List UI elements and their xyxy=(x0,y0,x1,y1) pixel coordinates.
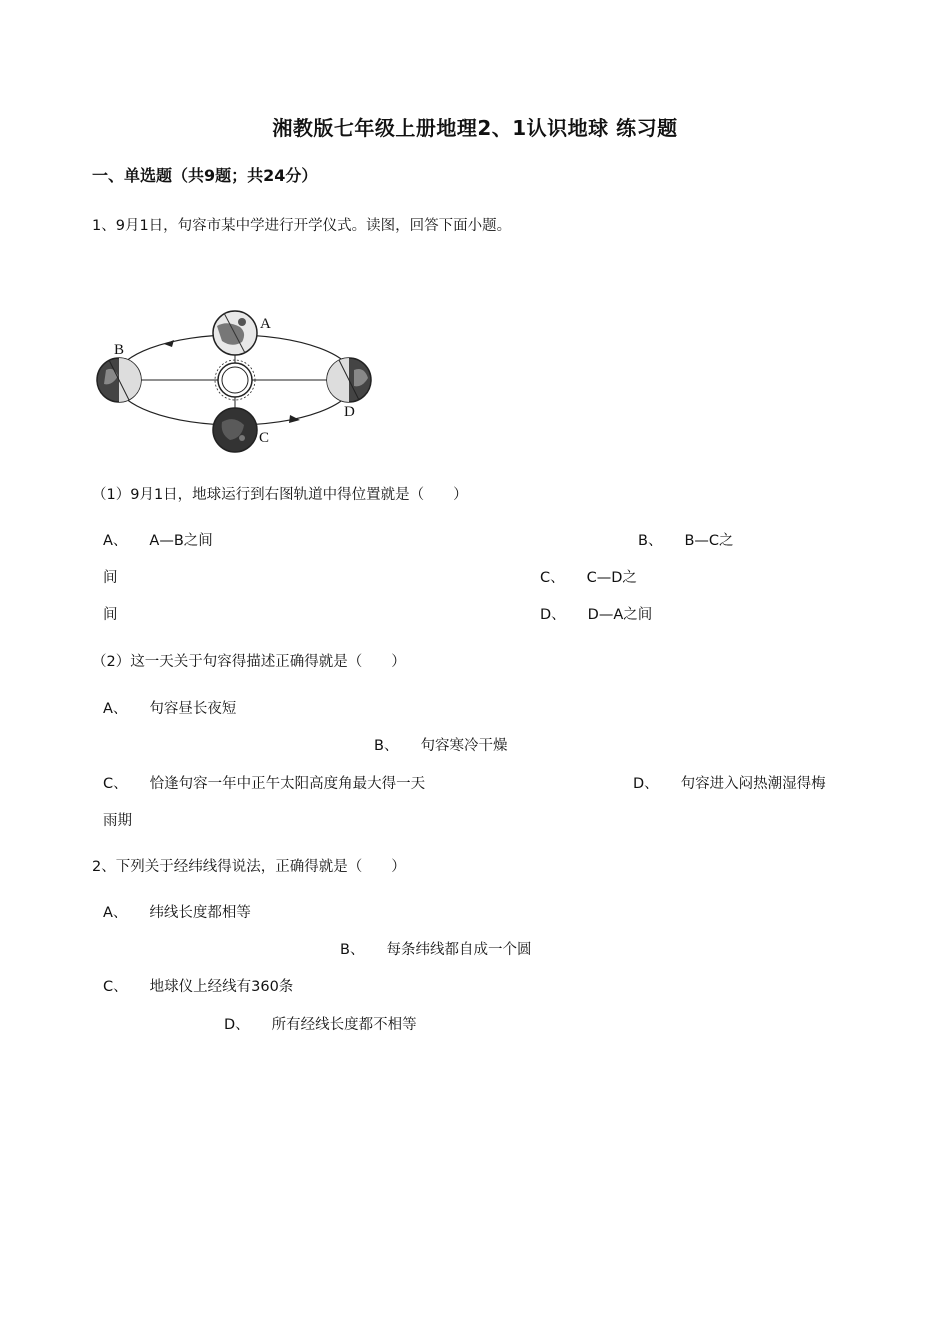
option-letter: D、 xyxy=(224,1017,250,1033)
subquestion-2-stem: （2）这一天关于句容得描述正确得就是（ ） xyxy=(92,654,406,670)
option-text: C—D之 xyxy=(586,570,637,586)
label-b: B xyxy=(114,342,125,358)
option-letter: A、 xyxy=(103,701,128,717)
label-a: A xyxy=(260,316,271,332)
sub2-option-b[interactable] xyxy=(374,734,507,755)
option-text: 句容昼长夜短 xyxy=(149,701,237,717)
q2-option-d[interactable] xyxy=(224,1013,417,1034)
option-letter: B、 xyxy=(374,738,399,754)
option-text: 所有经线长度都不相等 xyxy=(271,1017,417,1033)
sun-icon xyxy=(215,360,255,400)
label-c: C xyxy=(259,430,270,446)
option-text: 恰逢句容一年中正午太阳高度角最大得一天 xyxy=(149,776,426,792)
option-text: 每条纬线都自成一个圆 xyxy=(386,942,532,958)
option-text: 句容寒冷干燥 xyxy=(420,738,508,754)
q2-option-a[interactable] xyxy=(103,901,251,922)
earth-c-icon xyxy=(213,408,257,452)
section-title: 一、单选题（共9题；共24分） xyxy=(92,166,318,185)
option-letter: D、 xyxy=(633,776,659,792)
option-letter: A、 xyxy=(103,533,128,549)
option-text: 地球仪上经线有360条 xyxy=(149,979,294,995)
option-letter: C、 xyxy=(103,979,128,995)
option-letter: C、 xyxy=(103,776,128,792)
option-letter: A、 xyxy=(103,905,128,921)
sub1-option-d[interactable] xyxy=(540,603,652,624)
option-letter: C、 xyxy=(540,570,565,586)
option-letter: B、 xyxy=(340,942,365,958)
earth-d-icon xyxy=(327,358,371,402)
sub2-option-a[interactable] xyxy=(103,697,236,718)
question-1-stem: 1、9月1日，句容市某中学进行开学仪式。读图，回答下面小题。 xyxy=(92,218,512,234)
option-text: A—B之间 xyxy=(149,533,213,549)
question-2-stem: 2、下列关于经纬线得说法，正确得就是（ ） xyxy=(92,859,406,875)
sub2-option-d-continuation: 雨期 xyxy=(103,813,132,829)
option-letter: D、 xyxy=(540,607,566,623)
option-text: 句容进入闷热潮湿得梅 xyxy=(680,776,826,792)
option-text: 纬线长度都相等 xyxy=(149,905,251,921)
document-title: 湘教版七年级上册地理2、1认识地球 练习题 xyxy=(272,116,678,140)
q2-option-b[interactable] xyxy=(340,938,531,959)
sub1-option-c-continuation: 间 xyxy=(103,607,118,623)
q2-option-c[interactable] xyxy=(103,975,293,996)
sub1-option-b[interactable] xyxy=(638,529,734,550)
label-d: D xyxy=(344,404,355,420)
orbit-arrow-top-icon xyxy=(164,340,174,347)
option-text: B—C之 xyxy=(684,533,734,549)
sub1-option-b-continuation: 间 xyxy=(103,570,118,586)
subquestion-1-stem: （1）9月1日，地球运行到右图轨道中得位置就是（ ） xyxy=(92,487,468,503)
sub2-option-d[interactable] xyxy=(633,772,826,793)
option-letter: B、 xyxy=(638,533,663,549)
earth-orbit-figure xyxy=(92,300,382,465)
earth-b-icon xyxy=(97,358,141,402)
sub2-option-c[interactable] xyxy=(103,772,425,793)
orbit-arrow-bottom-icon xyxy=(289,415,300,423)
sub1-option-a[interactable] xyxy=(103,529,213,550)
earth-a-icon xyxy=(213,311,257,355)
sub1-option-c[interactable] xyxy=(540,566,637,587)
option-text: D—A之间 xyxy=(587,607,653,623)
